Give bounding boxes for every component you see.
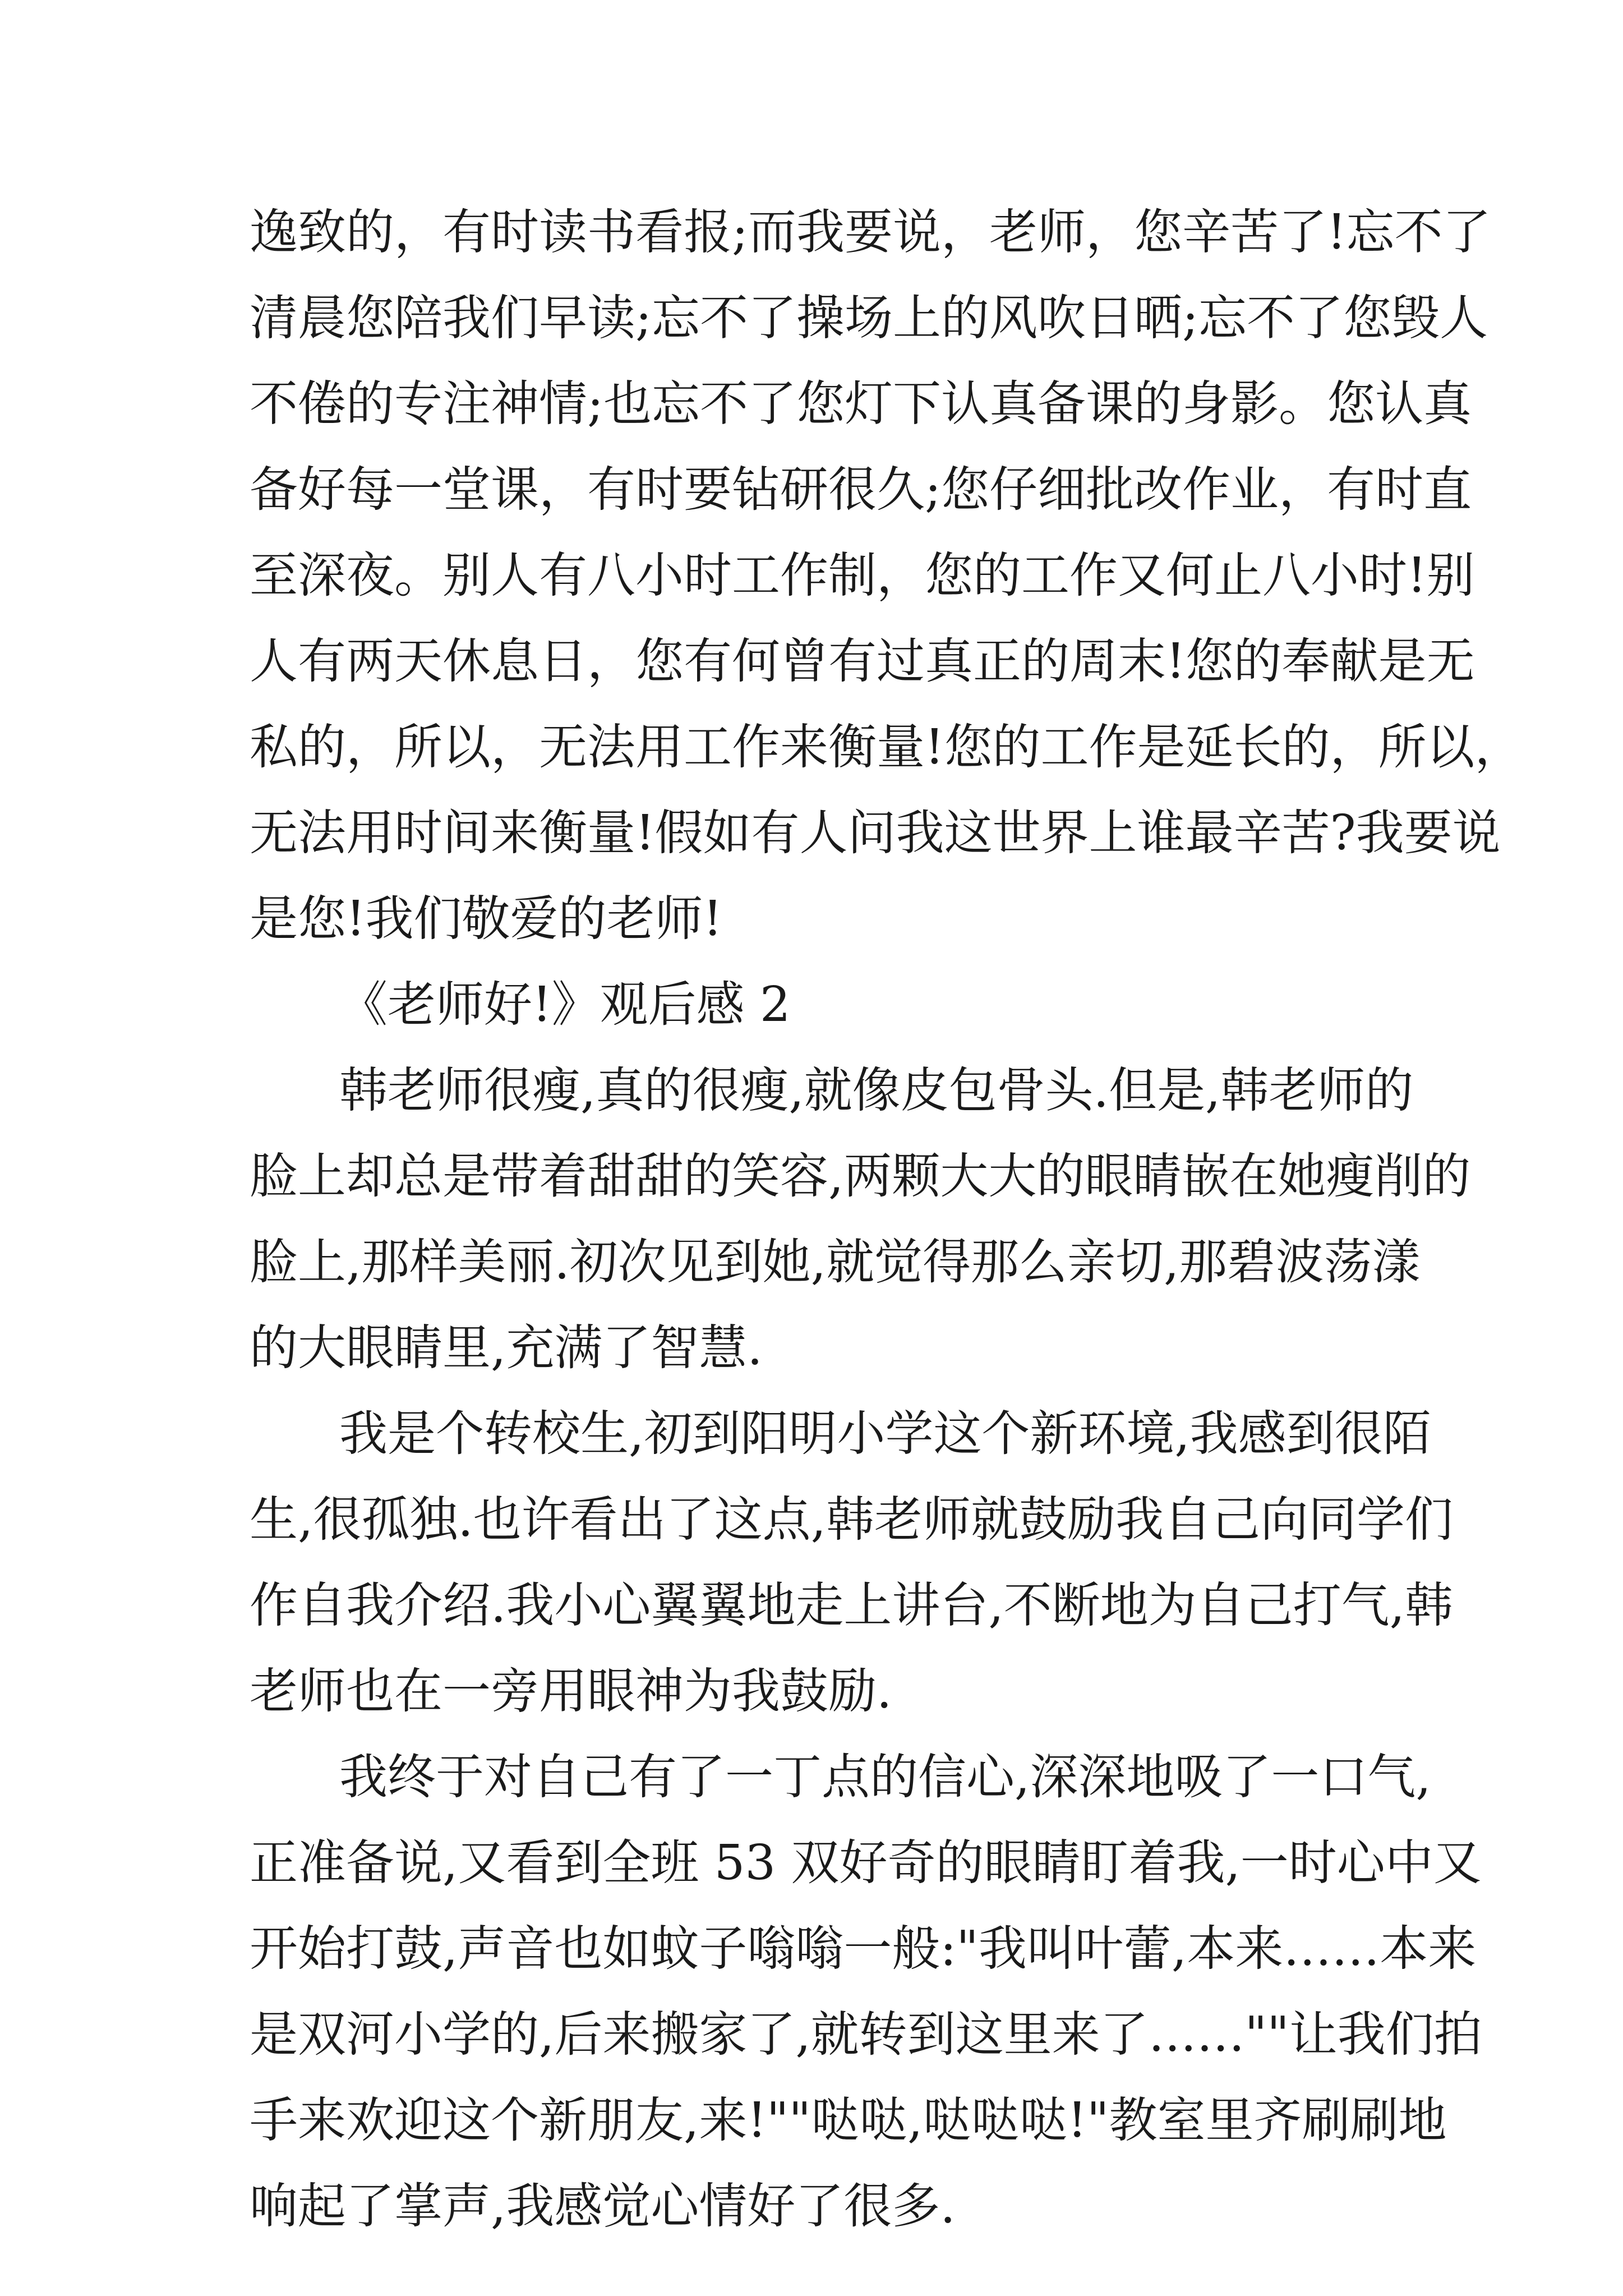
text-line: 不倦的专注神情;也忘不了您灯下认真备课的身影。您认真 [250,376,1472,432]
text-line: 我是个转校生,初到阳明小学这个新环境,我感到很陌 [339,1406,1431,1462]
text-line: 手来欢迎这个新朋友,来!""哒哒,哒哒哒!"教室里齐刷刷地 [250,2092,1447,2148]
section-heading: 《老师好!》观后感 2 [339,977,791,1033]
section-continuation [250,190,1523,962]
text-line: 的大眼睛里,充满了智慧. [250,1320,763,1376]
paragraph [250,1048,1471,1391]
text-line: 我终于对自己有了一丁点的信心,深深地吸了一口气, [339,1749,1431,1805]
text-line: 备好每一堂课，有时要钻研很久;您仔细批改作业，有时直 [250,462,1472,518]
text-line: 响起了掌声,我感觉心情好了很多. [250,2178,956,2234]
text-line: 脸上却总是带着甜甜的笑容,两颗大大的眼睛嵌在她瘦削的 [250,1148,1471,1204]
text-line: 是您!我们敬爱的老师! [250,891,723,947]
text-line: 无法用时间来衡量!假如有人问我这世界上谁最辛苦?我要说 [250,805,1501,861]
text-line: 老师也在一旁用眼神为我鼓励. [250,1663,892,1719]
text-line: 开始打鼓,声音也如蚊子嗡嗡一般:"我叫叶蕾,本来……本来 [250,1921,1477,1977]
document-body [250,190,1523,2249]
text-line: 私的，所以，无法用工作来衡量!您的工作是延长的，所以， [250,719,1523,775]
text-line: 脸上,那样美丽.初次见到她,就觉得那么亲切,那碧波荡漾 [250,1234,1421,1290]
text-line: 韩老师很瘦,真的很瘦,就像皮包骨头.但是,韩老师的 [339,1062,1414,1119]
text-line: 是双河小学的,后来搬家了,就转到这里来了……""让我们拍 [250,2007,1482,2063]
paragraph [250,1391,1454,1734]
text-line: 逸致的，有时读书看报;而我要说，老师，您辛苦了!忘不了 [250,204,1491,260]
text-line: 作自我介绍.我小心翼翼地走上讲台,不断地为自己打气,韩 [250,1577,1454,1634]
text-line: 人有两天休息日，您有何曾有过真正的周末!您的奉献是无 [250,633,1475,689]
text-line: 清晨您陪我们早读;忘不了操场上的风吹日晒;忘不了您毁人 [250,290,1488,346]
text-line: 生,很孤独.也许看出了这点,韩老师就鼓励我自己向同学们 [250,1492,1454,1548]
paragraph [250,1734,1482,2249]
text-line: 正准备说,又看到全班 53 双好奇的眼睛盯着我,一时心中又 [250,1835,1482,1891]
text-line: 至深夜。别人有八小时工作制，您的工作又何止八小时!别 [250,547,1475,604]
